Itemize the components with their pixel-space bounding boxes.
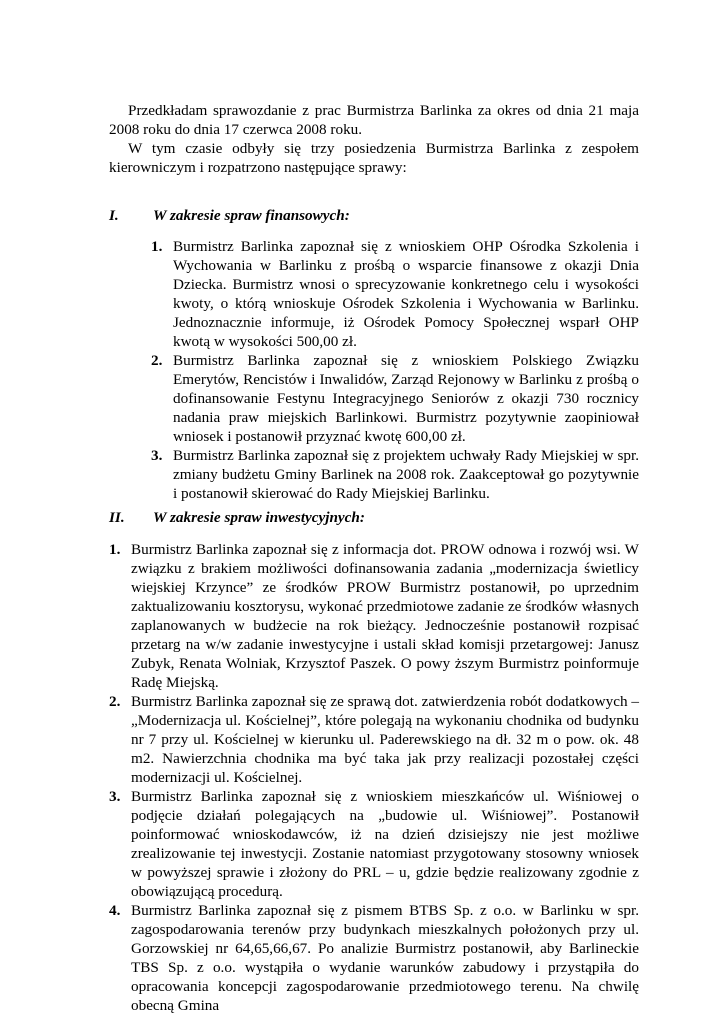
intro-text-2: W tym czasie odbyły się trzy posiedzenia Burmistrza Barlinka z zespołem kierowniczym i rozpatrzono następujące sprawy:: [109, 140, 639, 176]
item-number: 1.: [151, 238, 163, 255]
list-item: [151, 237, 639, 351]
list-item: [109, 540, 639, 692]
item-number: 2.: [109, 693, 121, 710]
finance-items-list: [151, 237, 639, 503]
list-item: [151, 446, 639, 503]
intro-paragraph-1: [109, 101, 639, 139]
item-text: Burmistrz Barlinka zapoznał się ze sprawą dot. zatwierdzenia robót dodatkowych – „Modernizacja ul. Kościelnej”, które polegają na wykonaniu chodnika od budynku nr 7 przy ul. Kościelnej w kierunku ul. Paderewskiego na dł. 32 m o pow. ok. 48 m2. Nawierzchnia chodnika ma być taka jak przy realizacji pozostałej części modernizacji ul. Kościelnej.: [131, 693, 639, 786]
item-text: Burmistrz Barlinka zapoznał się z projektem uchwały Rady Miejskiej w spr. zmiany budżetu Gminy Barlinek na 2008 rok. Zaakceptował go pozytywnie i postanowił skierować do Rady Miejskiej Barlinku.: [173, 447, 639, 502]
item-number: 1.: [109, 541, 121, 558]
item-number: 3.: [109, 788, 121, 805]
section-title: W zakresie spraw inwestycyjnych:: [153, 509, 365, 526]
item-number: 2.: [151, 352, 163, 369]
section-heading-finance: [109, 206, 350, 225]
intro-text-1: Przedkładam sprawozdanie z prac Burmistrza Barlinka za okres od dnia 21 maja 2008 roku do dnia 17 czerwca 2008 roku.: [109, 102, 639, 138]
item-number: 3.: [151, 447, 163, 464]
section-heading-investment: [109, 508, 365, 527]
item-number: 4.: [109, 902, 121, 919]
list-item: [151, 351, 639, 446]
list-item: [109, 901, 639, 1015]
item-text: Burmistrz Barlinka zapoznał się z wnioskiem OHP Ośrodka Szkolenia i Wychowania w Barlinku z prośbą o wsparcie finansowe z okazji Dnia Dziecka. Burmistrz wnosi o sprecyzowanie konkretnego celu i wysokości kwoty, o którą wnioskuje Ośrodek Szkolenia i Wychowania w Barlinku. Jednoznacznie informuje, iż Ośrodek Pomocy Społecznej wsparł OHP kwotą w wysokości 500,00 zł.: [173, 238, 639, 350]
list-item: [109, 787, 639, 901]
section-number: I.: [109, 207, 119, 224]
item-text: Burmistrz Barlinka zapoznał się z wnioskiem Polskiego Związku Emerytów, Rencistów i Inwalidów, Zarząd Rejonowy w Barlinku z prośbą o dofinansowanie Festynu Integracyjnego Seniorów z okazji 730 rocznicy nadania praw miejskich Barlinkowi. Burmistrz pozytywnie zaopiniował wniosek i postanowił przyznać kwotę 600,00 zł.: [173, 352, 639, 445]
item-text: Burmistrz Barlinka zapoznał się z informacja dot. PROW odnowa i rozwój wsi. W związku z brakiem możliwości dofinansowania zadania „modernizacja świetlicy wiejskiej Krzynce” ze środków PROW Burmistrz postanowił, po uprzednim zaktualizowaniu kosztorysu, wykonać przedmiotowe zadanie ze środków własnych zaplanowanych w budżecie na rok bieżący. Jednocześnie postanowił rozpisać przetarg na w/w zadanie inwestycyjne i ustali skład komisji przetargowej: Janusz Zubyk, Renata Wolniak, Krzysztof Paszek. O powy ższym Burmistrz poinformuje Radę Miejską.: [131, 541, 639, 691]
section-number: II.: [109, 509, 125, 526]
investment-items-list: [109, 540, 639, 1015]
list-item: [109, 692, 639, 787]
item-text: Burmistrz Barlinka zapoznał się z wnioskiem mieszkańców ul. Wiśniowej o podjęcie działań polegających na „budowie ul. Wiśniowej”. Postanowił poinformować wnioskodawców, iż na dzień dzisiejszy nie jest możliwe zrealizowanie tej inwestycji. Zostanie natomiast przygotowany stosowny wniosek w powyższej sprawie i złożony do PRL – u, gdzie będzie realizowany zgodnie z obowiązującą procedurą.: [131, 788, 639, 900]
section-title: W zakresie spraw finansowych:: [153, 207, 350, 224]
item-text: Burmistrz Barlinka zapoznał się z pismem BTBS Sp. z o.o. w Barlinku w spr. zagospodarowania terenów przy budynkach mieszkalnych położonych przy ul. Gorzowskiej nr 64,65,66,67. Po analizie Burmistrz postanowił, aby Barlineckie TBS Sp. z o.o. wystąpiła o wydanie warunków zabudowy i przystąpiła do opracowania koncepcji zagospodarowanie przedmiotowego terenu. Na chwilę obecną Gmina: [131, 902, 639, 1014]
intro-paragraph-2: [109, 139, 639, 177]
